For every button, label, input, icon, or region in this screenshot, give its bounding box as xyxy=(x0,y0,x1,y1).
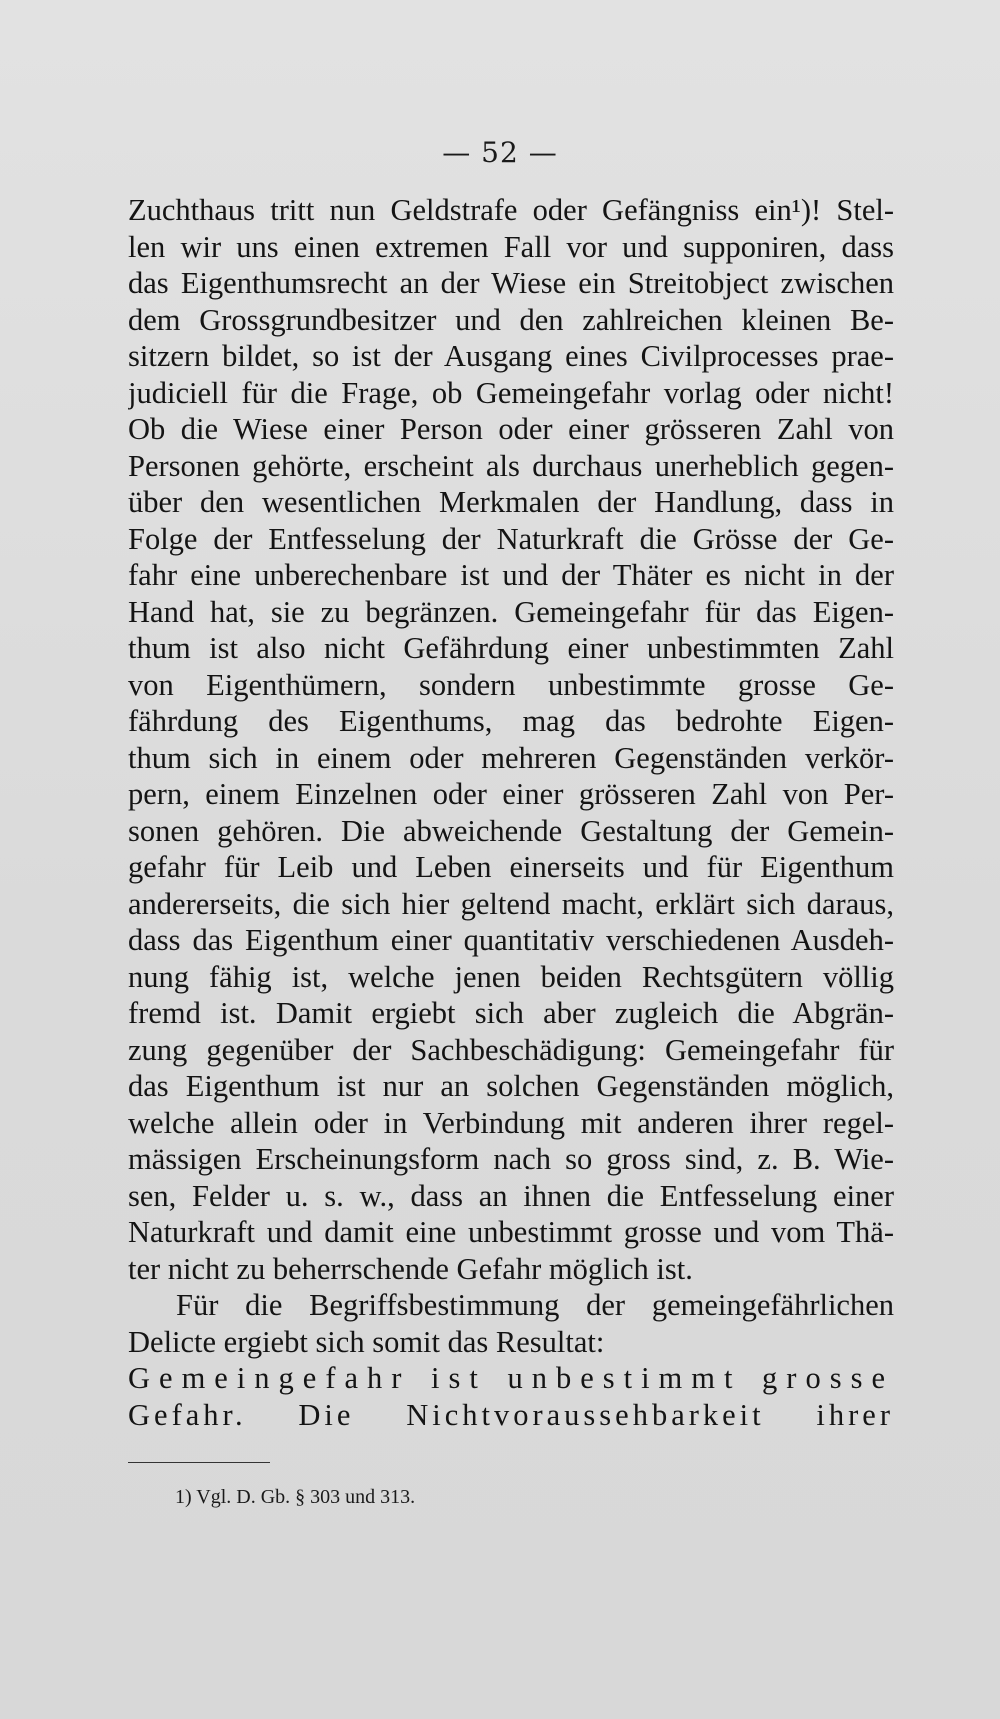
text-line: Delicte ergiebt sich somit das Resultat: xyxy=(128,1324,605,1359)
text-line: sen, Felder u. s. w., dass an ihnen die Entfesselung einer xyxy=(128,1178,894,1213)
text-line: sitzern bildet, so ist der Ausgang eines Civilprocesses prae- xyxy=(128,339,894,373)
text-line: über den wesentlichen Merkmalen der Handlung, dass in xyxy=(128,485,894,519)
text-line: fremd ist. Damit ergiebt sich aber zugleich die Abgrän- xyxy=(128,996,894,1030)
emphasis-line: Gemeingefahr ist unbestimmt grosse xyxy=(128,1361,894,1395)
text-line: fährdung des Eigenthums, mag das bedrohte Eigen- xyxy=(128,704,894,738)
text-line: Hand hat, sie zu begränzen. Gemeingefahr für das Eigen- xyxy=(128,594,894,629)
page-number: — 52 — xyxy=(442,136,558,169)
text-line: Für die Begriffsbestimmung der gemeingefährlichen xyxy=(176,1288,894,1322)
text-line: Ob die Wiese einer Person oder einer grösseren Zahl von xyxy=(128,412,894,446)
text-line: judiciell für die Frage, ob Gemeingefahr vorlag oder nicht! xyxy=(128,375,894,410)
text-line: ter nicht zu beherrschende Gefahr möglich ist. xyxy=(128,1251,693,1286)
text-line: mässigen Erscheinungsform nach so gross sind, z. B. Wie- xyxy=(128,1142,894,1176)
text-line: thum ist also nicht Gefährdung einer unbestimmten Zahl xyxy=(128,631,894,665)
text-line: sonen gehören. Die abweichende Gestaltung der Gemein- xyxy=(128,813,894,848)
footnote-divider xyxy=(128,1462,270,1463)
text-line: Personen gehörte, erscheint als durchaus unerheblich gegen- xyxy=(128,448,894,483)
emphasis-line: Gefahr. Die Nichtvoraussehbarkeit ihrer xyxy=(128,1397,894,1432)
text-line: nung fähig ist, welche jenen beiden Rechtsgütern völlig xyxy=(128,959,894,994)
text-line: dem Grossgrundbesitzer und den zahlreichen kleinen Be- xyxy=(128,302,894,337)
text-line: fahr eine unberechenbare ist und der Thäter es nicht in der xyxy=(128,558,894,592)
text-line: Naturkraft und damit eine unbestimmt grosse und vom Thä- xyxy=(128,1215,894,1249)
footnote: 1) Vgl. D. Gb. § 303 und 313. xyxy=(175,1486,416,1508)
text-line: zung gegenüber der Sachbeschädigung: Gemeingefahr für xyxy=(128,1032,894,1067)
text-line: Zuchthaus tritt nun Geldstrafe oder Gefängniss ein¹)! Stel- xyxy=(128,193,894,227)
text-line: das Eigenthum ist nur an solchen Gegenständen möglich, xyxy=(128,1069,894,1103)
text-line: gefahr für Leib und Leben einerseits und für Eigenthum xyxy=(128,850,894,884)
text-line: pern, einem Einzelnen oder einer grösseren Zahl von Per- xyxy=(128,777,894,811)
text-line: len wir uns einen extremen Fall vor und supponiren, dass xyxy=(128,229,894,264)
text-line: von Eigenthümern, sondern unbestimmte grosse Ge- xyxy=(128,667,894,702)
text-line: welche allein oder in Verbindung mit anderen ihrer regel- xyxy=(128,1105,894,1140)
text-line: Folge der Entfesselung der Naturkraft die Grösse der Ge- xyxy=(128,521,894,556)
body-text xyxy=(128,192,894,1433)
text-line: dass das Eigenthum einer quantitativ verschiedenen Ausdeh- xyxy=(128,923,894,957)
text-line: das Eigenthumsrecht an der Wiese ein Streitobject zwischen xyxy=(128,266,894,300)
text-line: andererseits, die sich hier geltend macht, erklärt sich daraus, xyxy=(128,886,894,921)
text-line: thum sich in einem oder mehreren Gegenständen verkör- xyxy=(128,740,894,775)
